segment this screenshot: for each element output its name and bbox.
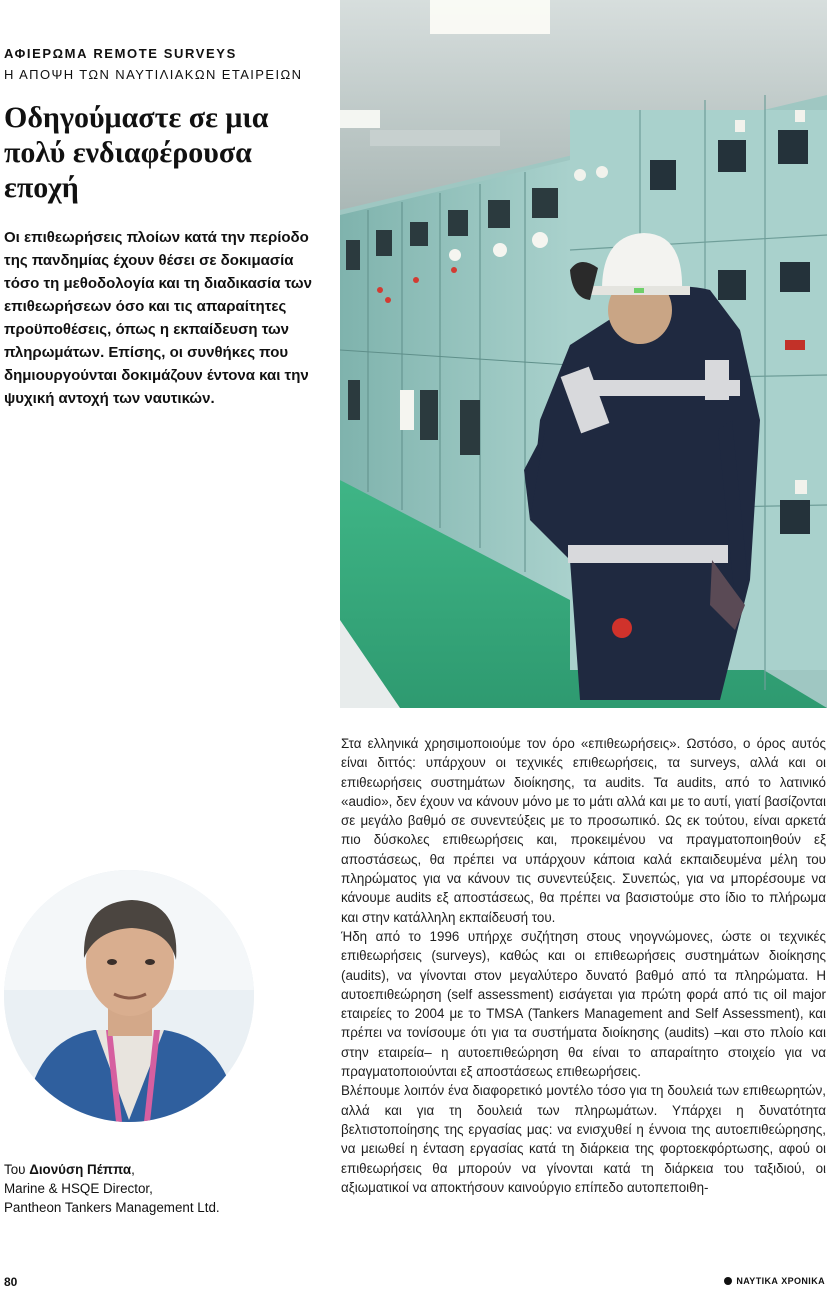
section-subkicker: Η ΑΠΟΨΗ ΤΩΝ ΝΑΥΤΙΛΙΑΚΩΝ ΕΤΑΙΡΕΙΩΝ [4,67,303,82]
author-byline [4,1160,334,1217]
body-paragraph-2: Ήδη από το 1996 υπήρχε συζήτηση στους νηογνώμονες, ώστε οι τεχνικές επιθεωρήσεις (surveys), καθώς και οι επιθεωρήσεις συστημάτων διοίκησης (audits), να γίνονται στον μεγαλύτερο δυνατό βαθμό από τα πληρώματα. Η αυτοεπιθεώρηση (self assessment) εισάγεται για πρώτη φορά από τις oil major εταιρείες το 2004 με το TMSA (Tankers Management and Self Assessment), και πρέπει να τονίσουμε ότι για τα συστήματα διοίκησης (audits) –και στο πλοίο και στην εταιρεία– η αυτοεπιθεώρηση θα είναι το απαραίτητο στοιχείο για να πραγματοποιούνται εξ αποστάσεως επιθεωρήσεις. [341,928,826,1080]
switchboard-illustration [340,0,827,708]
brand-logo-icon [724,1277,732,1285]
author-portrait-illustration [4,870,254,1122]
publication-brand [724,1276,825,1286]
author-role: Marine & HSQE Director, [4,1181,153,1196]
page-number: 80 [4,1275,18,1289]
body-paragraph-1: Στα ελληνικά χρησιμοποιούμε τον όρο «επιθεωρήσεις». Ωστόσο, ο όρος αυτός είναι διττός: υπάρχουν οι τεχνικές επιθεωρήσεις, τα surveys, αλλά και οι επιθεωρήσεις συστημάτων διοίκησης, τα audits. Τα audits, από το λατινικό «audio», δεν έχουν να κάνουν μόνο με το μάτι αλλά και με το αυτί, γιατί βασίζονται σε μεγάλο βαθμό σε συνεντεύξεις με το προσωπικό. Ως εκ τούτου, είναι αρκετά πιο δύσκολες επιθεωρήσεις και, προκειμένου να πραγματοποιηθούν εξ αποστάσεως, θα πρέπει να υπάρχουν κάποια καλά εκπαιδευμένα μέλη του πληρώματος για να κάνουν τις συνεντεύξεις. Συνεπώς, για να μπορέσουμε να κάνουμε audits εξ αποστάσεως, θα πρέπει να βασιστούμε στο ίδιο το πλήρωμα και στην κατάλληλη εκπαίδευσή του. [341,736,826,925]
brand-name: ΝΑΥΤΙΚΑ ΧΡΟΝΙΚΑ [736,1276,825,1286]
author-name: Διονύση Πέππα [29,1162,132,1177]
author-company: Pantheon Tankers Management Ltd. [4,1200,220,1215]
section-kicker: ΑΦΙΕΡΩΜΑ REMOTE SURVEYS [4,46,237,61]
body-paragraph-3: Βλέπουμε λοιπόν ένα διαφορετικό μοντέλο τόσο για τη δουλειά των επιθεωρητών, αλλά και για τη δουλειά των πληρωμάτων. Υπάρχει η δυνατότητα βελτιστοποίησης της εργασίας μας: να ενισχυθεί η έννοια της αυτοεπιθεώρησης, να μειωθεί η ένταση εργασίας κατά τη διάρκεια της φορτοεκφόρτωσης, αφού οι επιθεωρήσεις θα μπορούν να γίνονται κατά τη διάρκεια του ταξιδιού, οι αξιωματικοί να αποκτήσουν καινούργιο επίπεδο αυτοπεποιθη- [341,1083,826,1195]
article-lead: Οι επιθεωρήσεις πλοίων κατά την περίοδο της πανδημίας έχουν θέσει σε δοκιμασία τόσο τη μεθοδολογία και τη διαδικασία των επιθεωρήσεων όσο και τις απαραίτητες προϋποθέσεις, όπως η εκπαίδευση των πληρωμάτων. Επίσης, οι συνθήκες που δημιουργούνται δοκιμάζουν έντονα και την ψυχική αντοχή των ναυτικών. [4,229,312,407]
article-headline: Οδηγούμαστε σε μια πολύ ενδιαφέρουσα εποχή [4,101,269,204]
hero-photo-switchboard [340,0,827,708]
author-portrait [4,870,254,1122]
article-body [341,734,826,1197]
author-name-suffix: , [131,1162,135,1177]
author-name-line [4,1160,334,1179]
author-prefix: Του [4,1162,30,1177]
